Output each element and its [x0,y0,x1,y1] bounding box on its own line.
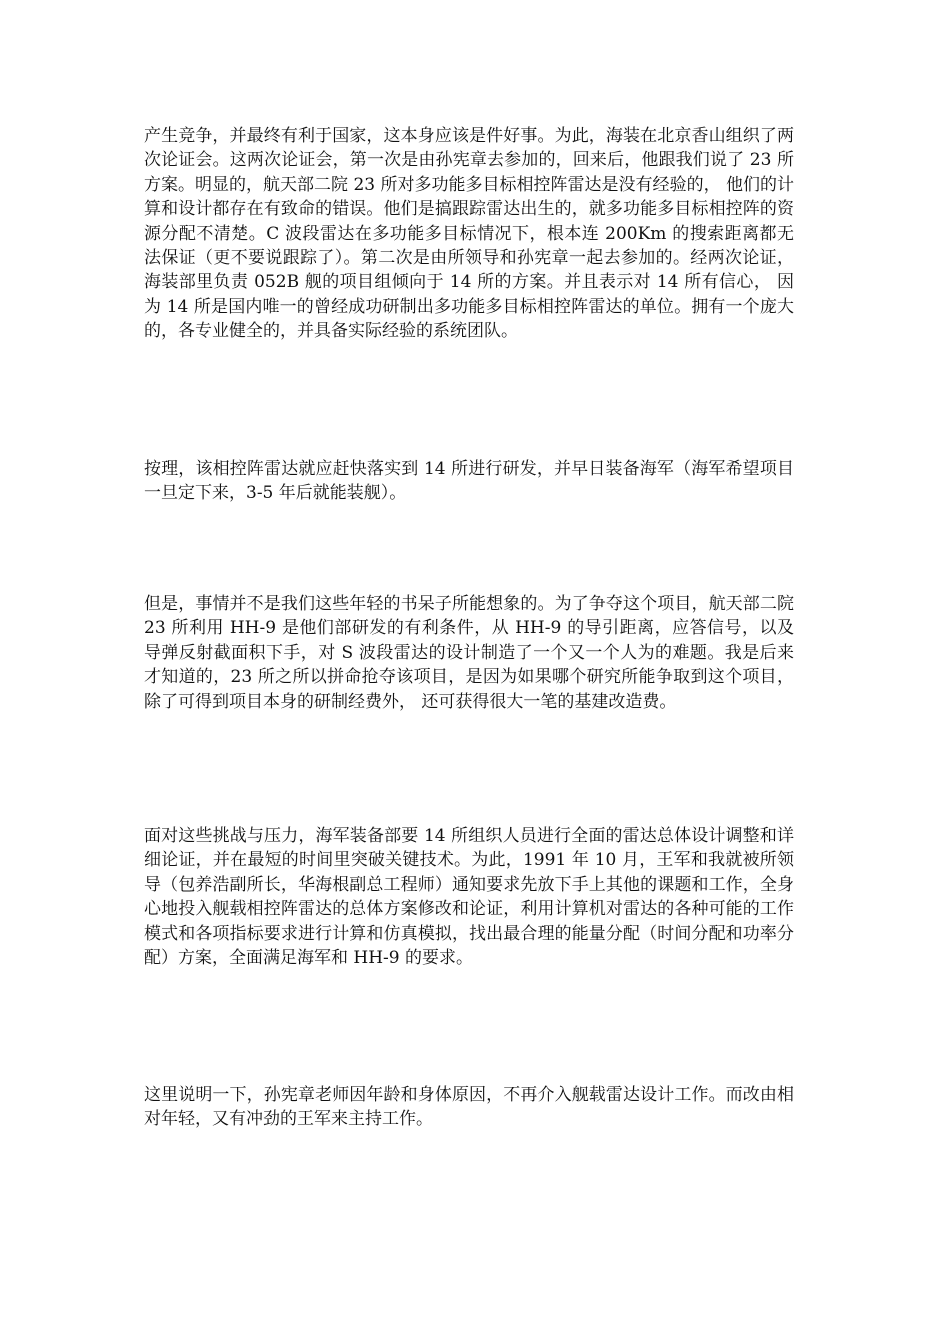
paragraph-1: 产生竞争，并最终有利于国家，这本身应该是件好事。为此，海装在北京香山组织了两次论证会。这两次论证会，第一次是由孙宪章去参加的，回来后，他跟我们说了 23 所方案。明显的，航天部二院 23 所对多功能多目标相控阵雷达是没有经验的， 他们的计算和设计都存在有致命的错误。他们是搞跟踪雷达出生的，就多功能多目标相控阵的资源分配不清楚。C 波段雷达在多功能多目标情况下，根本连 200Km 的搜索距离都无法保证（更不要说跟踪了）。第二次是由所领导和孙宪章一起去参加的。经两次论证，海装部里负责 052B 舰的项目组倾向于 14 所的方案。并且表示对 14 所有信心， 因为 14 所是国内唯一的曾经成功研制出多功能多目标相控阵雷达的单位。拥有一个庞大的，各专业健全的，并具备实际经验的系统团队。 [144,126,794,342]
paragraph-4: 面对这些挑战与压力，海军装备部要 14 所组织人员进行全面的雷达总体设计调整和详细论证，并在最短的时间里突破关键技术。为此，1991 年 10 月，王军和我就被所领导（包养浩副所长，华海根副总工程师）通知要求先放下手上其他的课题和工作，全身心地投入舰载相控阵雷达的总体方案修改和论证，利用计算机对雷达的各种可能的工作模式和各项指标要求进行计算和仿真模拟，找出最合理的能量分配（时间分配和功率分配）方案，全面满足海军和 HH-9 的要求。 [144,826,794,969]
paragraph-2: 按理，该相控阵雷达就应赶快落实到 14 所进行研发，并早日装备海军（海军希望项目一旦定下来，3-5 年后就能装舰）。 [144,459,794,504]
paragraph-3: 但是，事情并不是我们这些年轻的书呆子所能想象的。为了争夺这个项目，航天部二院 23 所利用 HH-9 是他们部研发的有利条件，从 HH-9 的导引距离，应答信号，以及导弹反射截面积下手，对 S 波段雷达的设计制造了一个又一个人为的难题。我是后来才知道的，23 所之所以拼命抢夺该项目，是因为如果哪个研究所能争取到这个项目，除了可得到项目本身的研制经费外， 还可获得很大一笔的基建改造费。 [144,594,794,712]
paragraph-5: 这里说明一下，孙宪章老师因年龄和身体原因，不再介入舰载雷达设计工作。而改由相对年轻，又有冲劲的王军来主持工作。 [144,1085,794,1130]
